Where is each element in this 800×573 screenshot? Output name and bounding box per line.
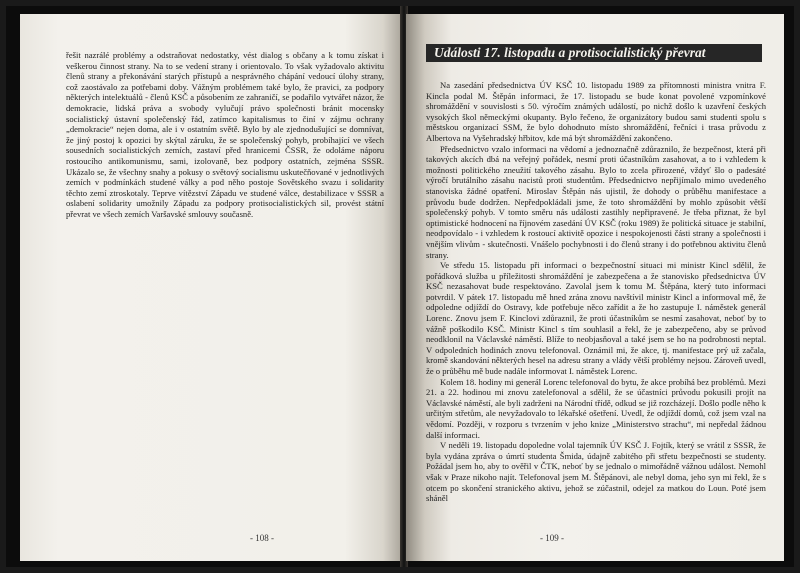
right-page-number: - 109 - bbox=[540, 533, 564, 543]
left-page-text bbox=[66, 50, 384, 220]
right-paragraph-1: Na zasedání předsednictva ÚV KSČ 10. listopadu 1989 za přítomnosti ministra vnitra F. Kincla podal M. Štěpán informaci, že 17. listopadu se bude konat povolené vzpomínkové shromáždění v souvislosti s 50. výročím známých událostí, po nichž došlo k uzavření českých vysokých škol německými okupanty. Bylo řečeno, že organizátory budou sami studenti spolu s městskou organizací SSM, že bylo dohodnuto místo shromáždění, řečníci i trasa průvodu z Albertova na Vyšehradský hřbitov, kde má být shromáždění zakončeno. bbox=[426, 80, 766, 143]
open-book bbox=[6, 6, 794, 567]
right-paragraph-5: V neděli 19. listopadu dopoledne volal tajemník ÚV KSČ J. Fojtík, který se vrátil z SSSR, že byla vydána zpráva o úmrtí studenta Šmida, údajně zabitého při střetu bezpečnosti se studenty. Požádal jsem ho, aby to ověřil v ČTK, neboť by se jednalo o mimořádně vážnou událost. Nemohl však v Praze nikoho najít. Telefonoval jsem M. Štěpánovi, ale nebyl doma, jeho syn mi řekl, že s otcem po skončení stranického aktivu, jehož se zúčastnil, odejel za matkou do Loun. Poté jsem sháněl bbox=[426, 440, 766, 504]
right-page-text bbox=[426, 80, 766, 504]
right-paragraph-4: Kolem 18. hodiny mi generál Lorenc telefonoval do bytu, že akce probíhá bez problémů. Mezi 21. a 22. hodinou mi znovu zatelefonoval a sdělil, že se účastníci průvodu pokusili projít na Václavské náměstí, ale byli zadrženi na Národní třídě, odkud se již rozcházejí. Došlo podle něho k určitým střetům, ale nevyžadovalo to lékařské ošetření. Uvedl, že odjíždí domů, což jsem vzal na vědomí. Později, v rozporu s tvrzením v jeho knize „Ministerstvo strachu“, mi nepředal žádnou další informaci. bbox=[426, 376, 766, 440]
left-page-number: - 108 - bbox=[250, 533, 274, 543]
left-page bbox=[20, 14, 402, 561]
left-paragraph-1: řešit nazrálé problémy a odstraňovat nedostatky, vést dialog s občany a k tomu získat i veškerou činnost strany. Na to se vedení strany i orientovalo. To však vyžadovalo aktivitu členů strany a překonávání starých přístupů a nesprávného chápání vedoucí úlohy strany, což zaostávalo za potřebami doby. Vážným problémem také bylo, že pravici, za podpory některých intelektuálů - členů KSČ a působením ze zahraničí, se podařilo vytvářet názor, že demokracie, lidská práva a svobody vylučují právo společnosti bránit mocensky socialistický ústavní společenský řád, zatímco kapitalismus to činí v zájmu ochrany „demokracie“ nejen doma, ale i v ostatním světě. Bylo by ale zjednodušující se domnívat, že jiný postoj k opozici by skýtal záruku, že se společenský pohyb, probíhající ve všech sousedních socialistických zemích, zastaví před hranicemi ČSSR, že odoláme náporu rostoucího antikomunismu, sami, izolovaně, bez podpory ostatních, zejména SSSR. Ukázalo se, že všechny snahy a pokusy o světový socialismu uskutečňované v jednotlivých zemích v podmínkách studené války a pod něho postoje Sovětského svazu i solidarity těchto zemí ztroskotaly. Teprve vítězství Západu ve studené válce, destabilizace v SSSR a oslabení solidarity umožnily Západu za podpory protisocialistických sil, provést státní převrat ve všech zemích Varšavské smlouvy současně. bbox=[66, 50, 384, 219]
right-page bbox=[406, 14, 784, 561]
right-paragraph-2: Předsednictvo vzalo informaci na vědomí a jednoznačně zdůraznilo, že bezpečnost, která při takových akcích dbá na veřejný pořádek, nesmí proti účastníkům zasahovat, a to i vzhledem k možnosti politického zneužití takového zásahu. Bylo to zcela přirozené, vždyť šlo o padesáté výročí brutálního zásahu nacistů proti studentům. Předsednictvo nepřijímalo mimo uvedeného stanoviska žádné opatření. Miroslav Štěpán nás ujistil, že dohody o průběhu manifestace a průvodu bude dodržen. Nepředpokládali jsme, že toto shromáždění by mohlo způsobit větší společenský pohyb. V tomto směru nás události zastihly nepřipravené. Je třeba přiznat, že byl optimistické hodnocení na říjnovém zasedání ÚV KSČ (roku 1989) že politická situace je stabilní, neodpovídalo - i vzhledem k rostoucí aktivitě opozice i nespokojenosti části strany a společnosti i vnějším vlivům - skutečnosti. Vnášelo pochybnosti i do členů strany i do potřebnou aktivitu členů strany. bbox=[426, 143, 766, 260]
right-paragraph-3: Ve středu 15. listopadu při informaci o bezpečnostní situaci mi ministr Kincl sdělil, že pořádková služba u příležitosti shromáždění je zabezpečena a že stanovisko předsednictva ÚV KSČ nezasahovat bude respektováno. Zavolal jsem k tomu M. Štěpána, který tuto informaci potvrdil. V pátek 17. listopadu mě hned zrána znovu navštívil ministr Kincl a informoval mě, že odpoledne odjíždí do Ostravy, kde potřebuje něco zařídit a že ho zastupuje I. náměstek generál Lorenc. Znovu jsem F. Kinclovi zdůraznil, že proti účastníkům se nesmí zasahovat, neboť by to vážně poškodilo KSČ. Ministr Kincl s tím souhlasil a řekl, že je zabezpečeno, aby se průvod neodklonil na Václavské náměstí. Blíže to neobjasňoval a také jsem se ho na podrobnosti neptal. V odpoledních hodinách znovu telefonoval. Oznámil mi, že akce, tj. manifestace prý už začala, kromě skandování některých hesel na adresu strany a vlády větší problémy nejsou. Zároveň uvedl, že o průběhu mě bude nadále informovat I. náměstek Lorenc. bbox=[426, 260, 766, 377]
chapter-title: Události 17. listopadu a protisocialistický převrat bbox=[426, 44, 762, 62]
